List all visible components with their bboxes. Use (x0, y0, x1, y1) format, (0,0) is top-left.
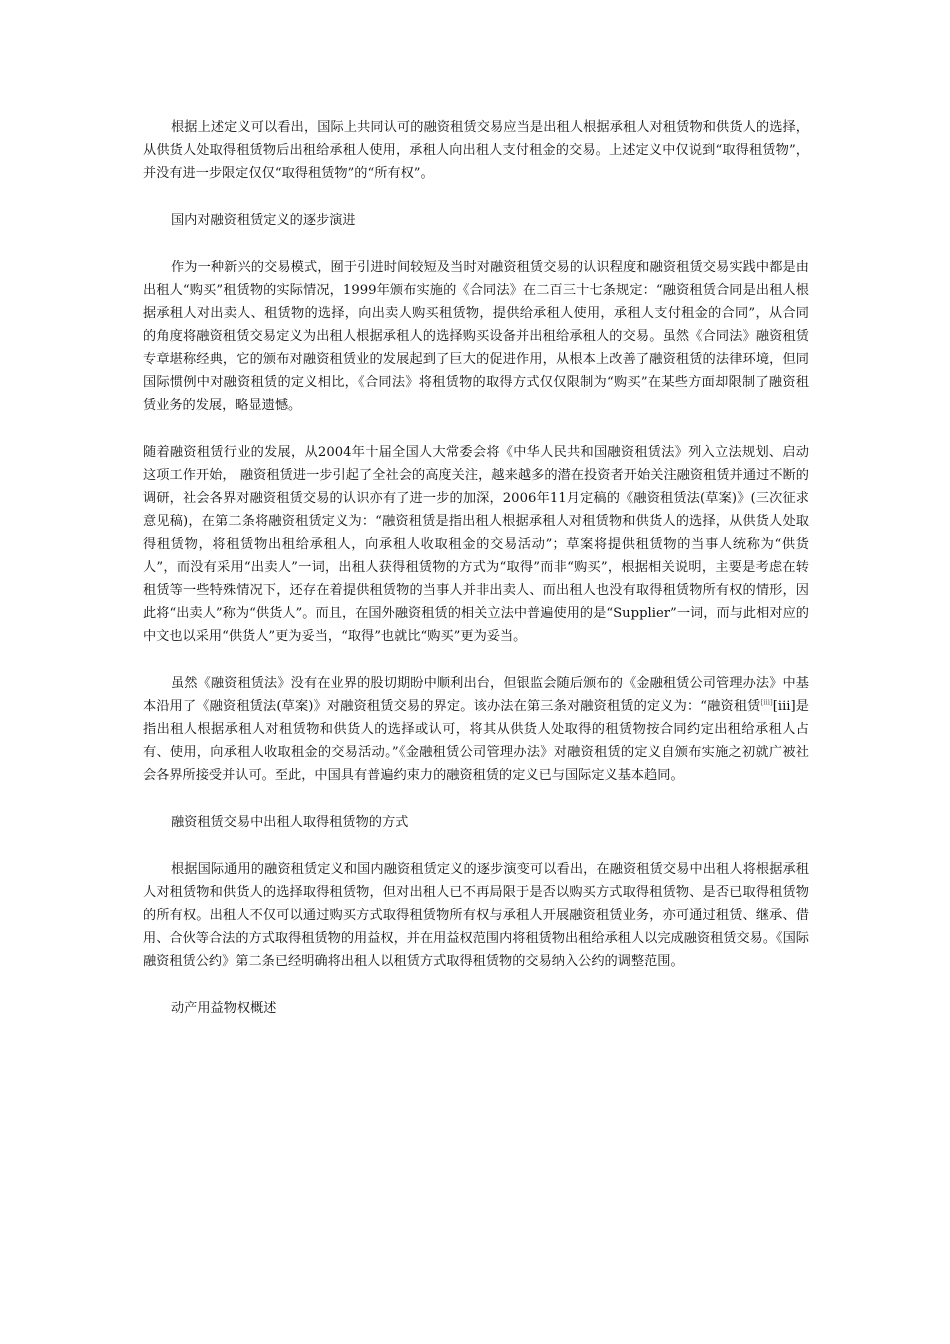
paragraph-international-definition: 根据上述定义可以看出，国际上共同认可的融资租赁交易应当是出租人根据承租人对租赁物和供货人的选择，从供货人处取得租赁物后出租给承租人使用，承租人向出租人支付租金的交易。上述定义中仅说到“取得租赁物”，并没有进一步限定仅仅“取得租赁物”的“所有权”。 (143, 120, 809, 181)
paragraph-financial-leasing-measures (143, 672, 809, 787)
paragraph-acquisition-methods: 根据国际通用的融资租赁定义和国内融资租赁定义的逐步演变可以看出，在融资租赁交易中出租人将根据承租人对租赁物和供货人的选择取得租赁物，但对出租人已不再局限于是否以购买方式取得租赁物、是否已取得租赁物的所有权。出租人不仅可以通过购买方式取得租赁物所有权与承租人开展融资租赁业务，亦可通过租赁、继承、借用、合伙等合法的方式取得租赁物的用益权，并在用益权范围内将租赁物出租给承租人以完成融资租赁交易。《国际融资租赁公约》第二条已经明确将出租人以租赁方式取得租赁物的交易纳入公约的调整范围。 (143, 862, 809, 969)
spacer (143, 834, 809, 858)
section-heading-lessor-acquisition: 融资租赁交易中出租人取得租赁物的方式 (171, 815, 409, 830)
paragraph-text-after-footnote: [iii]是指出租人根据承租人对租赁物和供货人的选择或认可，将其从供货人处取得的租赁物按合同约定出租给承租人占有、使用，向承租人收取租金的交易活动。”《金融租赁公司管理办法》对融资租赁的定义自颁布实施之初就广被社会各界所接受并认可。至此，中国具有普遍约束力的融资租赁的定义已与国际定义基本趋同。 (143, 699, 809, 783)
section-heading-movable-usufruct: 动产用益物权概述 (171, 1001, 277, 1016)
spacer (143, 417, 809, 441)
paragraph-text-before-footnote: 虽然《融资租赁法》没有在业界的股切期盼中顺利出台，但银监会随后颁布的《金融租赁公司管理办法》中基本沿用了《融资租赁法(草案)》对融资租赁交易的界定。该办法在第三条对融资租赁的定义为：“融资租赁 (143, 676, 809, 714)
paragraph-leasing-law-draft: 随着融资租赁行业的发展，从2004年十届全国人大常委会将《中华人民共和国融资租赁法》列入立法规划、启动这项工作开始， 融资租赁进一步引起了全社会的高度关注，越来越多的潜在投资者开始关注融资租赁并通过不断的调研，社会各界对融资租赁交易的认识亦有了进一步的加深，2006年11月定稿的《融资租赁法(草案)》(三次征求意见稿)，在第二条将融资租赁定义为：“融资租赁是指出租人根据承租人对租赁物和供货人的选择，从供货人处取得租赁物，将租赁物出租给承租人，向承租人收取租金的交易活动”；草案将提供租赁物的当事人统称为“供货人”，而没有采用“出卖人”一词，出租人获得租赁物的方式为“取得”而非“购买”，根据相关说明，主要是考虑在转租赁等一些特殊情况下，还存在着提供租赁物的当事人并非出卖人、而出租人也没有取得租赁物所有权的情形，因此将“出卖人”称为“供货人”。而且，在国外融资租赁的相关立法中普遍使用的是“Supplier”一词，而与此相对应的中文也以采用“供货人”更为妥当，“取得”也就比“购买”更为妥当。 (143, 445, 809, 644)
document-body (143, 116, 809, 1020)
spacer (143, 185, 809, 209)
footnote-marker[interactable]: [iii] (760, 698, 773, 707)
spacer (143, 648, 809, 672)
paragraph-contract-law: 作为一种新兴的交易模式，囿于引进时间较短及当时对融资租赁交易的认识程度和融资租赁交易实践中都是由出租人“购买”租赁物的实际情况，1999年颁布实施的《合同法》在二百三十七条规定：“融资租赁合同是出租人根据承租人对出卖人、租赁物的选择，向出卖人购买租赁物，提供给承租人使用，承租人支付租金的合同”，从合同的角度将融资租赁交易定义为出租人根据承租人的选择购买设备并出租给承租人的交易。虽然《合同法》融资租赁专章堪称经典，它的颁布对融资租赁业的发展起到了巨大的促进作用，从根本上改善了融资租赁的法律环境，但同国际惯例中对融资租赁的定义相比，《合同法》将租赁物的取得方式仅仅限制为“购买”在某些方面却限制了融资租赁业务的发展，略显遗憾。 (143, 260, 809, 413)
spacer (143, 232, 809, 256)
section-heading-domestic-evolution: 国内对融资租赁定义的逐步演进 (171, 213, 356, 228)
spacer (143, 973, 809, 997)
spacer (143, 787, 809, 811)
